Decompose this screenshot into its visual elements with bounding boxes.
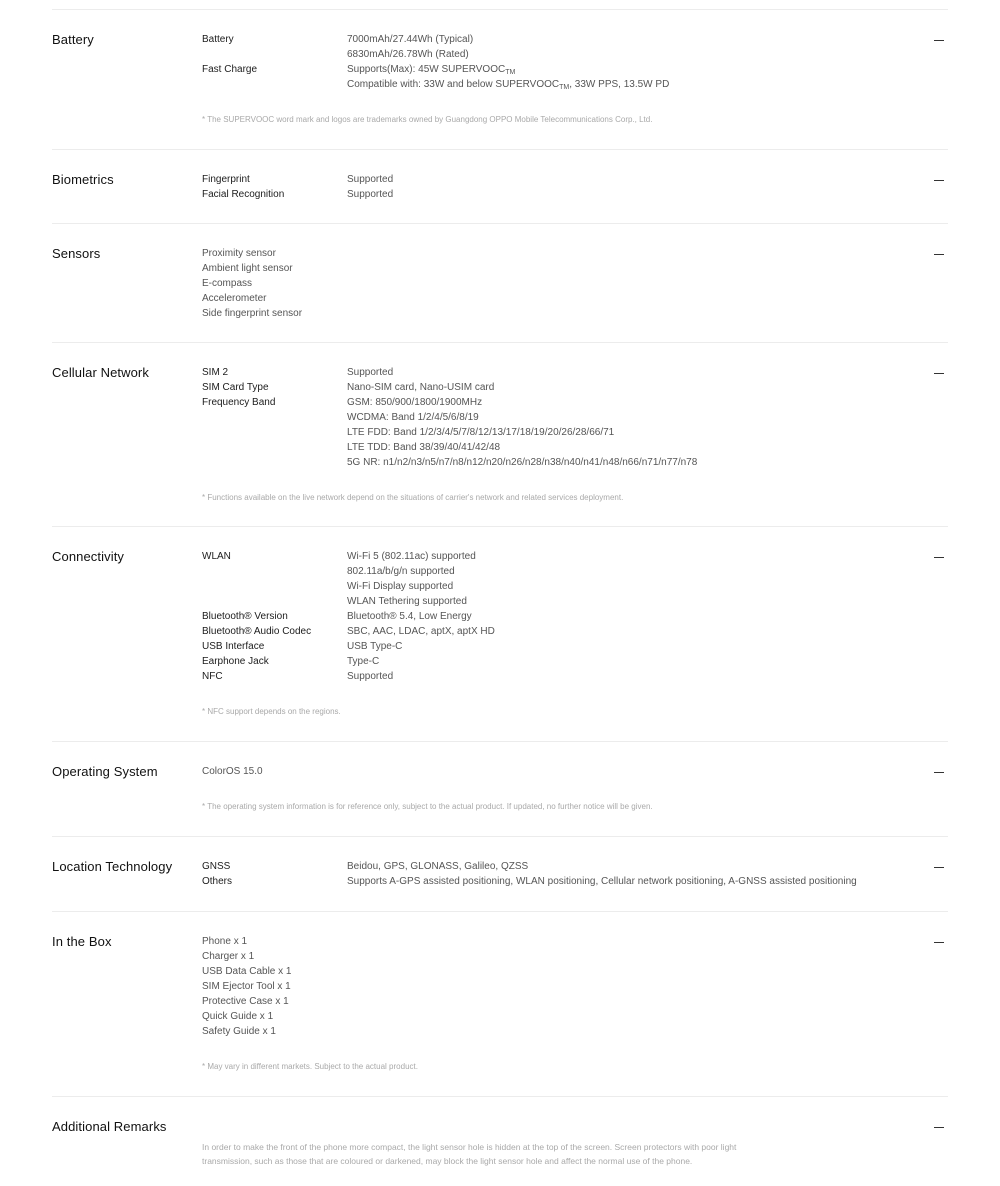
spec-value: 5G NR: n1/n2/n3/n5/n7/n8/n12/n20/n26/n28/n38/n40/n41/n48/n66/n71/n77/n78 xyxy=(347,457,698,468)
spec-value: SBC, AAC, LDAC, aptX, aptX HD xyxy=(347,626,495,637)
spec-label: SIM 2 xyxy=(202,367,229,378)
list-item: Phone x 1 xyxy=(202,936,248,947)
spec-label: NFC xyxy=(202,671,223,682)
spec-row xyxy=(202,669,942,684)
trademark-sub: TM xyxy=(505,69,516,76)
spec-label: Earphone Jack xyxy=(202,656,269,667)
spec-row xyxy=(202,874,942,889)
section-location-technology xyxy=(52,837,948,912)
spec-row xyxy=(202,187,942,202)
spec-value: Type-C xyxy=(347,656,380,667)
spec-label: SIM Card Type xyxy=(202,382,269,393)
section-additional-remarks xyxy=(52,1097,948,1186)
list-item: Accelerometer xyxy=(202,293,267,304)
spec-row xyxy=(202,62,942,92)
spec-value: Supports(Max): 45W $SUPERVOOC_{TM}$ xyxy=(347,64,516,76)
section-title: In the Box xyxy=(52,934,112,949)
spec-row xyxy=(202,639,942,654)
list-item: Charger x 1 xyxy=(202,951,255,962)
section-title: Location Technology xyxy=(52,859,173,874)
section-operating-system xyxy=(52,742,948,837)
spec-value: Wi-Fi Display supported xyxy=(347,581,454,592)
section-title: Connectivity xyxy=(52,549,125,564)
spec-value: Supported xyxy=(347,367,394,378)
spec-value: Bluetooth® 5.4, Low Energy xyxy=(347,611,472,622)
spec-label: Bluetooth® Version xyxy=(202,611,288,622)
section-content xyxy=(202,934,942,1074)
trademark-sub: TM xyxy=(559,84,570,91)
spec-row xyxy=(202,32,942,62)
spec-value: 6830mAh/26.78Wh (Rated) xyxy=(347,49,469,60)
spec-label: WLAN xyxy=(202,551,231,562)
spec-row xyxy=(202,172,942,187)
spec-row xyxy=(202,609,942,624)
section-battery xyxy=(52,10,948,150)
collapse-minus-icon[interactable] xyxy=(934,1123,944,1133)
spec-value: Supported xyxy=(347,671,394,682)
section-title: Operating System xyxy=(52,764,158,779)
spec-label: Battery xyxy=(202,34,234,45)
section-biometrics xyxy=(52,150,948,224)
spec-row xyxy=(202,380,942,395)
list-item: Ambient light sensor xyxy=(202,263,293,274)
spec-value: WCDMA: Band 1/2/4/5/6/8/19 xyxy=(347,412,479,423)
spec-row xyxy=(202,549,942,609)
footnote: * The SUPERVOOC word mark and logos are trademarks owned by Guangdong OPPO Mobile Telecommunications Corp., Ltd. xyxy=(202,115,653,124)
remarks-text: In order to make the front of the phone more compact, the light sensor hole is hidden at the top of the screen. Screen protectors with poor light transmission, such as those that are coloured or darkened, may block the light sensor hole and affect the normal use of the phone. xyxy=(202,1142,737,1166)
spec-value: Beidou, GPS, GLONASS, Galileo, QZSS xyxy=(347,861,529,872)
section-content xyxy=(202,859,942,889)
section-sensors xyxy=(52,224,948,343)
list-item: E-compass xyxy=(202,278,253,289)
spec-value: Compatible with: 33W and below $SUPERVOOC_{TM}$, 33W PPS, 13.5W PD xyxy=(347,79,670,91)
spec-row xyxy=(202,624,942,639)
spec-value: Nano-SIM card, Nano-USIM card xyxy=(347,382,495,393)
section-content xyxy=(202,549,942,719)
spec-value: GSM: 850/900/1800/1900MHz xyxy=(347,397,483,408)
section-in-the-box xyxy=(52,912,948,1097)
spec-label: Fast Charge xyxy=(202,64,258,75)
spec-row xyxy=(202,395,942,470)
section-title: Sensors xyxy=(52,246,101,261)
spec-row xyxy=(202,859,942,874)
list-item: Protective Case x 1 xyxy=(202,996,289,1007)
footnote: * NFC support depends on the regions. xyxy=(202,707,341,716)
spec-label: Frequency Band xyxy=(202,397,276,408)
spec-row xyxy=(202,654,942,669)
list-item: SIM Ejector Tool x 1 xyxy=(202,981,291,992)
list-item: Quick Guide x 1 xyxy=(202,1011,274,1022)
spec-value: LTE FDD: Band 1/2/3/4/5/7/8/12/13/17/18/19/20/26/28/66/71 xyxy=(347,427,615,438)
spec-value: 802.11a/b/g/n supported xyxy=(347,566,455,577)
section-connectivity xyxy=(52,527,948,742)
spec-value: Supports A-GPS assisted positioning, WLAN positioning, Cellular network positioning, A-GNSS assisted positioning xyxy=(347,876,857,887)
section-title: Battery xyxy=(52,32,94,47)
list-item: Proximity sensor xyxy=(202,248,276,259)
list-item: ColorOS 15.0 xyxy=(202,766,263,777)
section-content xyxy=(202,172,942,202)
spec-label: Others xyxy=(202,876,233,887)
section-title: Cellular Network xyxy=(52,365,149,380)
list-item: Side fingerprint sensor xyxy=(202,308,303,319)
spec-value: Supported xyxy=(347,189,394,200)
section-title: Biometrics xyxy=(52,172,114,187)
section-content xyxy=(202,1140,942,1168)
spec-value: WLAN Tethering supported xyxy=(347,596,467,607)
section-content xyxy=(202,764,942,814)
spec-value: LTE TDD: Band 38/39/40/41/42/48 xyxy=(347,442,501,453)
spec-row xyxy=(202,365,942,380)
spec-label: GNSS xyxy=(202,861,231,872)
section-cellular-network xyxy=(52,343,948,527)
spec-value: Supported xyxy=(347,174,394,185)
footnote: * The operating system information is for reference only, subject to the actual product. If updated, no further notice will be given. xyxy=(202,802,653,811)
spec-value: USB Type-C xyxy=(347,641,403,652)
section-title: Additional Remarks xyxy=(52,1119,167,1134)
spec-label: Fingerprint xyxy=(202,174,250,185)
spec-value: Wi-Fi 5 (802.11ac) supported xyxy=(347,551,476,562)
section-content xyxy=(202,365,942,505)
footnote: * May vary in different markets. Subject to the actual product. xyxy=(202,1062,418,1071)
spec-label: Facial Recognition xyxy=(202,189,285,200)
spec-label: Bluetooth® Audio Codec xyxy=(202,626,312,637)
spec-label: USB Interface xyxy=(202,641,265,652)
footnote: * Functions available on the live network depend on the situations of carrier's network and related services deployment. xyxy=(202,493,624,502)
list-item: USB Data Cable x 1 xyxy=(202,966,292,977)
section-content xyxy=(202,246,942,321)
spec-value: 7000mAh/27.44Wh (Typical) xyxy=(347,34,474,45)
section-content xyxy=(202,32,942,127)
list-item: Safety Guide x 1 xyxy=(202,1026,276,1037)
